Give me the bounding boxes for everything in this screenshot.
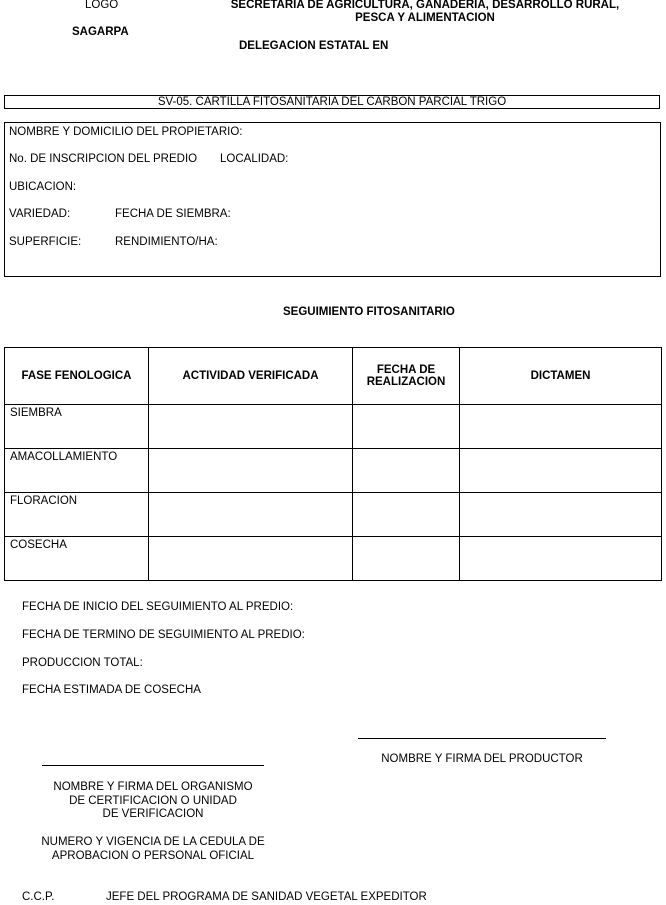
column-header: FECHA DE REALIZACION	[353, 348, 460, 405]
owner-label: NOMBRE Y DOMICILIO DEL PROPIETARIO:	[9, 126, 243, 138]
locality-label: LOCALIDAD:	[220, 153, 289, 165]
activity-cell[interactable]	[149, 449, 353, 493]
agency-name-line2: PESCA Y ALIMENTACION	[355, 12, 495, 24]
phase-cell: AMACOLLAMIENTO	[5, 449, 149, 493]
sowing-date-label: FECHA DE SIEMBRA:	[115, 208, 231, 220]
activity-cell[interactable]	[149, 405, 353, 449]
start-date-label: FECHA DE INICIO DEL SEGUIMIENTO AL PREDIO:	[22, 601, 294, 613]
phase-cell: FLORACION	[5, 493, 149, 537]
date-cell[interactable]	[353, 405, 460, 449]
table-row	[5, 537, 662, 581]
org-signature-line	[42, 765, 264, 766]
area-label: SUPERFICIE:	[9, 236, 82, 248]
registration-label: No. DE INSCRIPCION DEL PREDIO	[9, 153, 198, 165]
date-cell[interactable]	[353, 449, 460, 493]
location-label: UBICACION:	[9, 181, 77, 193]
verdict-cell[interactable]	[460, 405, 662, 449]
org-acronym: SAGARPA	[72, 26, 129, 38]
verdict-cell[interactable]	[460, 493, 662, 537]
table-row	[5, 493, 662, 537]
ccp-recipient: JEFE DEL PROGRAMA DE SANIDAD VEGETAL EXPEDITOR	[106, 891, 427, 903]
end-date-label: FECHA DE TERMINO DE SEGUIMIENTO AL PREDIO:	[22, 629, 305, 641]
harvest-date-label: FECHA ESTIMADA DE COSECHA	[22, 684, 201, 696]
delegation-label: DELEGACION ESTATAL EN	[239, 40, 389, 52]
owner-info-box	[4, 122, 661, 277]
date-cell[interactable]	[353, 493, 460, 537]
date-cell[interactable]	[353, 537, 460, 581]
phase-cell: COSECHA	[5, 537, 149, 581]
verdict-cell[interactable]	[460, 449, 662, 493]
ccp-label: C.C.P.	[22, 891, 55, 903]
verdict-cell[interactable]	[460, 537, 662, 581]
producer-signature-label: NOMBRE Y FIRMA DEL PRODUCTOR	[381, 753, 583, 765]
form-title: SV-05. CARTILLA FITOSANITARIA DEL CARBON PARCIAL TRIGO	[157, 96, 507, 108]
yield-label: RENDIMIENTO/HA:	[115, 236, 218, 248]
column-header: FASE FENOLOGICA	[5, 348, 149, 405]
table-row	[5, 449, 662, 493]
org-signature-line2: DE CERTIFICACION O UNIDAD	[69, 795, 237, 807]
producer-signature-line	[358, 738, 606, 739]
tracking-table	[4, 347, 662, 581]
cedula-line2: APROBACION O PERSONAL OFICIAL	[51, 850, 255, 862]
total-production-label: PRODUCCION TOTAL:	[22, 657, 143, 669]
cedula-line1: NUMERO Y VIGENCIA DE LA CEDULA DE	[41, 836, 265, 848]
table-header-row	[5, 348, 662, 405]
variety-label: VARIEDAD:	[9, 208, 71, 220]
table-row	[5, 405, 662, 449]
agency-name-line1: SECRETARIA DE AGRICULTURA, GANADERIA, DESARROLLO RURAL,	[230, 0, 620, 11]
column-header: ACTIVIDAD VERIFICADA	[149, 348, 353, 405]
phase-cell: SIEMBRA	[5, 405, 149, 449]
activity-cell[interactable]	[149, 493, 353, 537]
org-signature-line3: DE VERIFICACION	[102, 808, 204, 820]
column-header: DICTAMEN	[460, 348, 662, 405]
tracking-title: SEGUIMIENTO FITOSANITARIO	[283, 306, 455, 318]
org-signature-line1: NOMBRE Y FIRMA DEL ORGANISMO	[53, 781, 253, 793]
activity-cell[interactable]	[149, 537, 353, 581]
logo-placeholder: LOGO	[85, 0, 119, 11]
